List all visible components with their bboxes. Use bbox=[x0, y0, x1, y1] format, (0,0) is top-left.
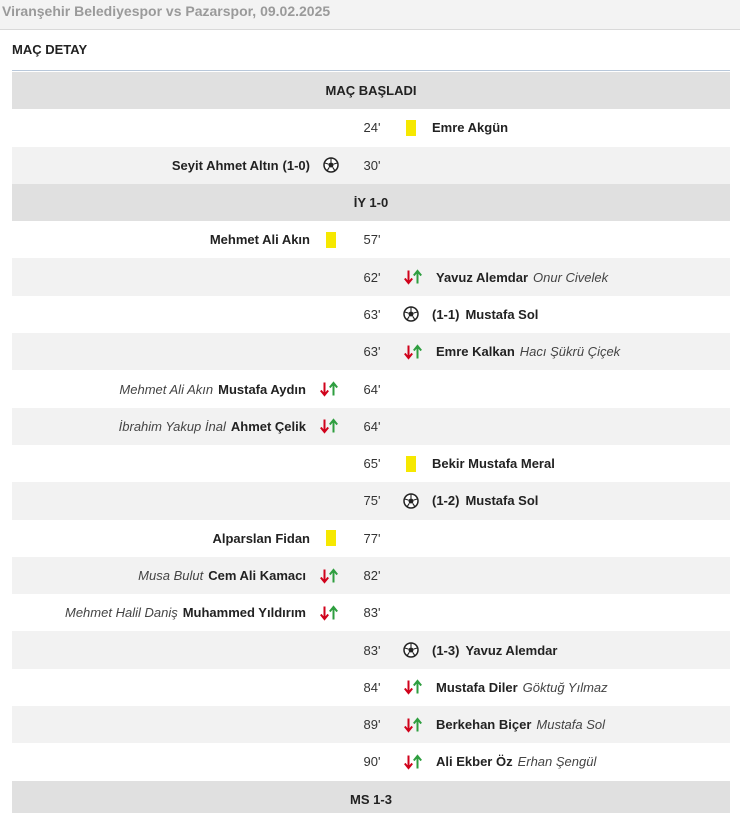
away-team-event bbox=[402, 631, 557, 668]
scorer-name: Yavuz Alemdar bbox=[465, 642, 558, 658]
event-row bbox=[12, 482, 730, 519]
event-row bbox=[12, 147, 730, 184]
player-in-name: Yavuz Alemdar bbox=[436, 269, 529, 285]
substitution-icon bbox=[318, 567, 340, 585]
player-name: Mehmet Ali Akın bbox=[209, 232, 310, 248]
player-name: Emre Akgün bbox=[432, 120, 509, 136]
event-row bbox=[12, 221, 730, 258]
home-team-event bbox=[119, 408, 340, 445]
event-minute: 77' bbox=[363, 530, 381, 546]
event-row bbox=[12, 557, 730, 594]
event-minute: 24' bbox=[363, 120, 381, 136]
substitution-icon bbox=[402, 716, 424, 734]
away-team-event bbox=[402, 445, 555, 482]
home-team-event bbox=[119, 370, 340, 407]
player-in-name: Emre Kalkan bbox=[436, 344, 515, 360]
section-title: MAÇ DETAY bbox=[12, 42, 88, 57]
section-divider bbox=[12, 70, 730, 71]
event-minute: 64' bbox=[363, 418, 381, 434]
player-out-name: Hacı Şükrü Çiçek bbox=[519, 344, 621, 360]
event-row bbox=[12, 258, 730, 295]
substitution-icon bbox=[318, 417, 340, 435]
period-header-text: İY 1-0 bbox=[353, 195, 389, 211]
event-minute: 65' bbox=[363, 456, 381, 472]
event-row bbox=[12, 296, 730, 333]
away-team-event bbox=[402, 669, 608, 706]
event-row bbox=[12, 669, 730, 706]
player-in-name: Ahmet Çelik bbox=[230, 418, 306, 434]
away-team-event bbox=[402, 743, 596, 780]
away-team-event bbox=[402, 482, 538, 519]
event-row bbox=[12, 408, 730, 445]
player-out-name: Musa Bulut bbox=[138, 568, 204, 583]
event-minute: 89' bbox=[363, 717, 381, 733]
goal-score: (1-1) bbox=[432, 306, 460, 322]
match-events-list bbox=[12, 72, 730, 813]
period-header-row bbox=[12, 72, 730, 109]
player-out-name: İbrahim Yakup İnal bbox=[118, 418, 226, 434]
event-row bbox=[12, 445, 730, 482]
home-team-event bbox=[212, 520, 340, 557]
yellow-card-icon bbox=[402, 455, 420, 473]
event-minute: 30' bbox=[363, 157, 381, 173]
scorer-name: Seyit Ahmet Altın bbox=[171, 157, 279, 173]
football-icon bbox=[402, 641, 420, 659]
period-header-row bbox=[12, 781, 730, 813]
player-in-name: Cem Ali Kamacı bbox=[208, 568, 306, 583]
yellow-card-icon bbox=[322, 231, 340, 249]
event-row bbox=[12, 631, 730, 668]
event-minute: 90' bbox=[363, 754, 381, 770]
home-team-event bbox=[138, 557, 340, 594]
scorer-name: Mustafa Sol bbox=[465, 493, 539, 509]
event-minute: 83' bbox=[363, 605, 381, 621]
football-icon bbox=[402, 492, 420, 510]
player-out-name: Mehmet Ali Akın bbox=[119, 381, 214, 397]
event-row bbox=[12, 743, 730, 780]
football-icon bbox=[402, 305, 420, 323]
player-in-name: Mustafa Aydın bbox=[218, 381, 306, 397]
player-in-name: Muhammed Yıldırım bbox=[182, 605, 306, 621]
football-icon bbox=[322, 156, 340, 174]
player-out-name: Onur Civelek bbox=[533, 269, 609, 285]
substitution-icon bbox=[402, 343, 424, 361]
player-in-name: Mustafa Diler bbox=[436, 679, 518, 695]
event-row bbox=[12, 370, 730, 407]
scorer-name: Mustafa Sol bbox=[465, 306, 539, 322]
player-name: Alparslan Fidan bbox=[212, 530, 310, 546]
substitution-icon bbox=[402, 753, 424, 771]
away-team-event bbox=[402, 706, 605, 743]
player-name: Bekir Mustafa Meral bbox=[432, 456, 555, 472]
period-header-text: MS 1-3 bbox=[350, 791, 392, 807]
player-out-name: Göktuğ Yılmaz bbox=[522, 679, 608, 695]
event-minute: 75' bbox=[363, 493, 381, 509]
substitution-icon bbox=[402, 268, 424, 286]
event-row bbox=[12, 594, 730, 631]
player-in-name: Ali Ekber Öz bbox=[436, 754, 513, 770]
home-team-event bbox=[65, 594, 340, 631]
event-row bbox=[12, 109, 730, 146]
away-team-event bbox=[402, 109, 508, 146]
substitution-icon bbox=[402, 678, 424, 696]
player-out-name: Erhan Şengül bbox=[517, 754, 597, 770]
goal-score: (1-3) bbox=[432, 642, 460, 658]
event-minute: 83' bbox=[363, 642, 381, 658]
yellow-card-icon bbox=[402, 119, 420, 137]
event-row bbox=[12, 706, 730, 743]
goal-score: (1-2) bbox=[432, 493, 460, 509]
page-title: Viranşehir Belediyespor vs Pazarspor, 09.02.2025 bbox=[0, 0, 740, 30]
goal-score: (1-0) bbox=[282, 157, 310, 173]
event-minute: 82' bbox=[363, 568, 381, 583]
away-team-event bbox=[402, 258, 608, 295]
period-header-row bbox=[12, 184, 730, 221]
period-header-text: MAÇ BAŞLADI bbox=[325, 83, 417, 99]
away-team-event bbox=[402, 333, 620, 370]
player-in-name: Berkehan Biçer bbox=[436, 717, 532, 733]
player-out-name: Mustafa Sol bbox=[536, 717, 606, 733]
substitution-icon bbox=[318, 604, 340, 622]
event-minute: 63' bbox=[363, 306, 381, 322]
event-row bbox=[12, 333, 730, 370]
event-minute: 84' bbox=[363, 679, 381, 695]
event-minute: 64' bbox=[363, 381, 381, 397]
event-row bbox=[12, 520, 730, 557]
home-team-event bbox=[210, 221, 340, 258]
event-minute: 57' bbox=[363, 232, 381, 248]
home-team-event bbox=[172, 147, 340, 184]
away-team-event bbox=[402, 296, 538, 333]
event-minute: 63' bbox=[363, 344, 381, 360]
substitution-icon bbox=[318, 380, 340, 398]
yellow-card-icon bbox=[322, 529, 340, 547]
player-out-name: Mehmet Halil Daniş bbox=[65, 605, 178, 621]
event-minute: 62' bbox=[363, 269, 381, 285]
